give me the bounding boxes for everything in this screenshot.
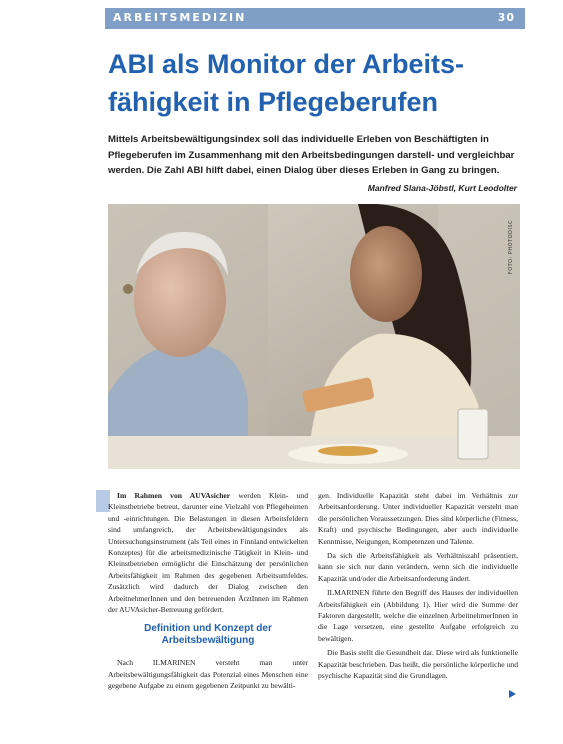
continue-arrow-icon	[509, 690, 516, 698]
article-title: ABI als Monitor der Arbeitsfähigkeit in Pflegeberufen	[108, 49, 465, 117]
paragraph-house: ILMARINEN führte den Begriff des Hauses der individuellen Arbeitsfähigkeit ein (Abbildung 1). Hier wird die Summe der Faktoren dargestellt, welche die einzelnen ArbeitnehmerInnen in die Lage versetzen, eine gestellte Aufgabe erfolgreich zu bewältigen.	[318, 588, 518, 643]
article-byline: Manfred Slana-Jöbstl, Kurt Leodolter	[367, 183, 517, 193]
photo-credit: FOTO: PHOTODISC	[508, 220, 514, 275]
text-column-left	[108, 490, 308, 692]
section-name: ARBEITSMEDIZIN	[113, 11, 247, 24]
intro-lead-run: Im Rahmen von AUVAsicher	[117, 491, 231, 500]
photo-illustration	[108, 204, 520, 469]
paragraph-health: Die Basis stellt die Gesundheit dar. Diese wird als funktionelle Kapazität beschrieben. Das heißt, die persönliche körperliche und psychische Kapazität sind die Grundlagen.	[318, 648, 518, 681]
article-lead: Mittels Arbeitsbewältigungsindex soll das individuelle Erleben von Beschäftigten in Pflegeberufen im Zusammenhang mit den Arbeitsbedingungen darstell- und vergleichbar werden. Die Zahl ABI hilft dabei, einen Dialog über dieses Erleben in Gang zu bringen.	[108, 134, 515, 176]
intro-rest: werden Klein- und Kleinstbetriebe betreut, darunter eine Vielzahl von Pflegeheimen und -einrichtungen. Die Belastungen in diesen Arbeitsfeldern sind umfangreich, der Arbeitsbewältigungsindex als Untersuchungsinstrument (als Teil eines in Finnland entwickelten Konzeptes) für die arbeitsmedizinische Tätigkeit in Klein- und Kleinstbetrieben ermöglicht die Einschätzung der persönlichen Arbeitsfähigkeit im Rahmen des gegebenen Arbeitsumfeldes. Zusätzlich wird dadurch der Dialog zwischen den ArbeitnehmerInnen und den betreuenden ÄrztInnen im Rahmen der AUVAsicher-Betreuung gefördert.	[108, 491, 308, 615]
article-photo	[108, 204, 520, 469]
intro-paragraph	[108, 490, 308, 615]
definition-paragraph: Nach ILMARINEN versteht man unter Arbeitsbewältigungsfähigkeit das Potenzial eines Menschen eine gegebene Aufgabe zu einem gegebenen Zeitpunkt zu bewälti-	[108, 658, 308, 691]
section-subheading: Definition und Konzept der Arbeitsbewältigung	[144, 623, 272, 647]
page-number: 30	[497, 11, 515, 24]
paragraph-capacity: gen. Individuelle Kapazität steht dabei im Verhältnis zur Arbeitsanforderung. Unter individueller Kapazität versteht man die persönlichen Voraussetzungen. Dies sind körperliche (Fitness, Kraft) und psychische Bedingungen, aber auch individuelle Kenntnisse, Neigungen, Kompetenzen und Talente.	[318, 491, 518, 546]
text-column-right	[318, 490, 518, 682]
paragraph-ratio: Da sich die Arbeitsfähigkeit als Verhältniszahl präsentiert, kann sie sich nur dann verändern, wenn sich die individuelle Kapazität und/oder die Arbeitsanforderung ändert.	[318, 551, 518, 583]
section-header-bar	[105, 8, 525, 29]
